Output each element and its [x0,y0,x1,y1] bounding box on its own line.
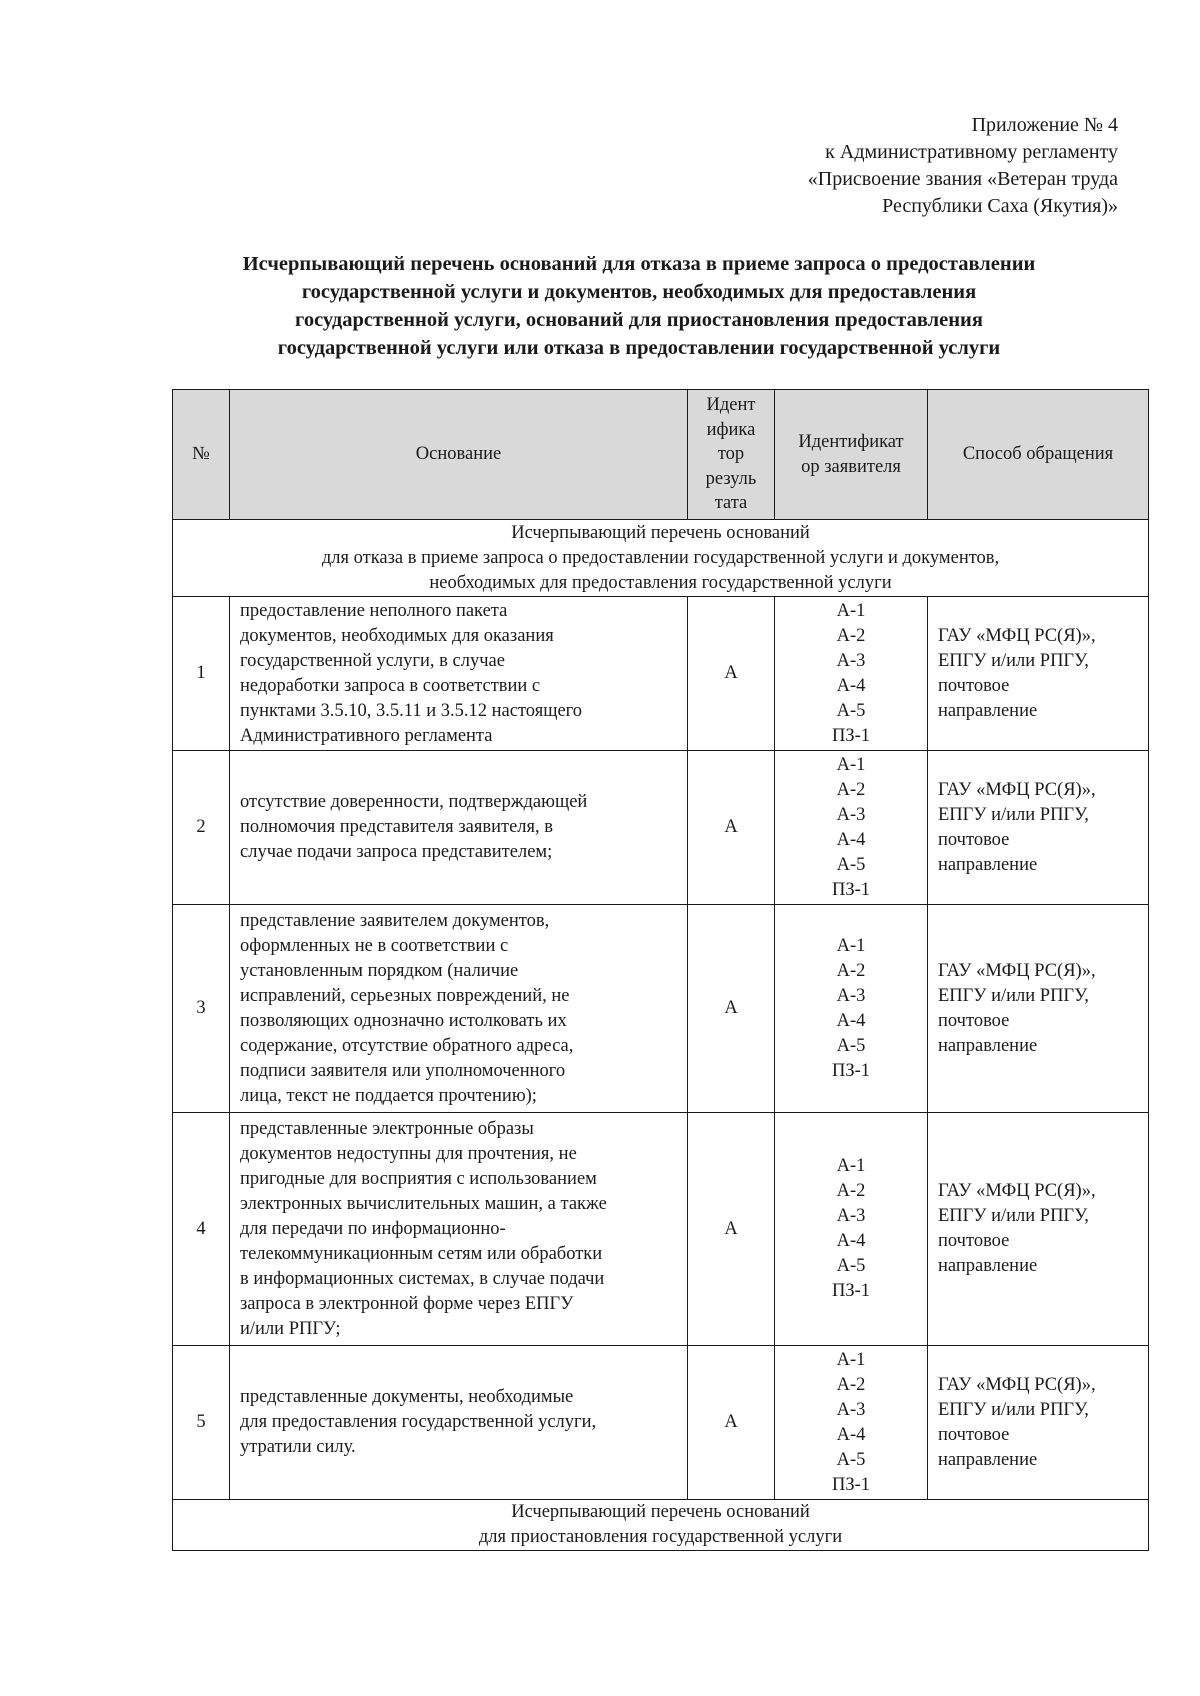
row-reason: представление заявителем документов, оформленных не в соответствии с установленным порядком (наличие исправлений, серьезных повреждений, не позволяющих однозначно истолковать их содержание, отсутствие обратного адреса, подписи заявителя или уполномоченного лица, текст не поддается прочтению); [230,905,688,1113]
section-heading: Исчерпывающий перечень оснований для приостановления государственной услуги [173,1500,1149,1551]
row-result-id: А [688,751,775,905]
table-row [173,905,1149,1113]
row-method: ГАУ «МФЦ РС(Я)», ЕПГУ и/или РПГУ, почтовое направление [928,1346,1149,1500]
row-method: ГАУ «МФЦ РС(Я)», ЕПГУ и/или РПГУ, почтовое направление [928,905,1149,1113]
table-row [173,597,1149,751]
col-header-applicant-id: Идентификат ор заявителя [775,390,928,520]
table-row [173,751,1149,905]
col-header-reason: Основание [230,390,688,520]
row-result-id: А [688,1113,775,1346]
col-header-result-id: Идент ифика тор резуль тата [688,390,775,520]
title-line: государственной услуги и документов, необходимых для предоставления [301,281,977,303]
row-num: 4 [173,1113,230,1346]
table-header-row [173,390,1149,520]
row-num: 2 [173,751,230,905]
table-row [173,1346,1149,1500]
header-line: «Присвоение звания «Ветеран труда [807,168,1118,190]
row-applicant-codes: А-1 А-2 А-3 А-4 А-5 ПЗ-1 [775,751,928,905]
section-row [173,1500,1149,1551]
row-reason: представленные документы, необходимые для предоставления государственной услуги, утратили силу. [230,1346,688,1500]
grounds-table [172,389,1149,1551]
title-line: Исчерпывающий перечень оснований для отказа в приеме запроса о предоставлении [242,253,1036,275]
col-header-method: Способ обращения [928,390,1149,520]
row-result-id: А [688,597,775,751]
row-result-id: А [688,905,775,1113]
row-applicant-codes: А-1 А-2 А-3 А-4 А-5 ПЗ-1 [775,1113,928,1346]
header-line: Республики Саха (Якутия)» [882,195,1118,217]
appendix-header [698,112,1118,220]
row-applicant-codes: А-1 А-2 А-3 А-4 А-5 ПЗ-1 [775,1346,928,1500]
row-applicant-codes: А-1 А-2 А-3 А-4 А-5 ПЗ-1 [775,597,928,751]
header-line: к Административному регламенту [825,141,1118,163]
row-method: ГАУ «МФЦ РС(Я)», ЕПГУ и/или РПГУ, почтовое направление [928,751,1149,905]
row-reason: отсутствие доверенности, подтверждающей полномочия представителя заявителя, в случае подачи запроса представителем; [230,751,688,905]
row-num: 1 [173,597,230,751]
row-method: ГАУ «МФЦ РС(Я)», ЕПГУ и/или РПГУ, почтовое направление [928,597,1149,751]
row-num: 3 [173,905,230,1113]
row-reason: представленные электронные образы документов недоступны для прочтения, не пригодные для восприятия с использованием электронных вычислительных машин, а также для передачи по информационно- телекоммуникационным сетям или обработки в информационных системах, в случае подачи запроса в электронной форме через ЕПГУ и/или РПГУ; [230,1113,688,1346]
row-num: 5 [173,1346,230,1500]
section-row [173,520,1149,597]
row-method: ГАУ «МФЦ РС(Я)», ЕПГУ и/или РПГУ, почтовое направление [928,1113,1149,1346]
row-reason: предоставление неполного пакета документов, необходимых для оказания государственной услуги, в случае недоработки запроса в соответствии с пунктами 3.5.10, 3.5.11 и 3.5.12 настоящего Административного регламента [230,597,688,751]
header-line: Приложение № 4 [971,114,1118,136]
section-heading: Исчерпывающий перечень оснований для отказа в приеме запроса о предоставлении государственной услуги и документов, необходимых для предоставления государственной услуги [173,520,1149,597]
document-title [160,250,1118,362]
col-header-num: № [173,390,230,520]
table-row [173,1113,1149,1346]
row-result-id: А [688,1346,775,1500]
title-line: государственной услуги или отказа в предоставлении государственной услуги [277,337,1001,359]
title-line: государственной услуги, оснований для приостановления предоставления [295,309,983,331]
row-applicant-codes: А-1 А-2 А-3 А-4 А-5 ПЗ-1 [775,905,928,1113]
